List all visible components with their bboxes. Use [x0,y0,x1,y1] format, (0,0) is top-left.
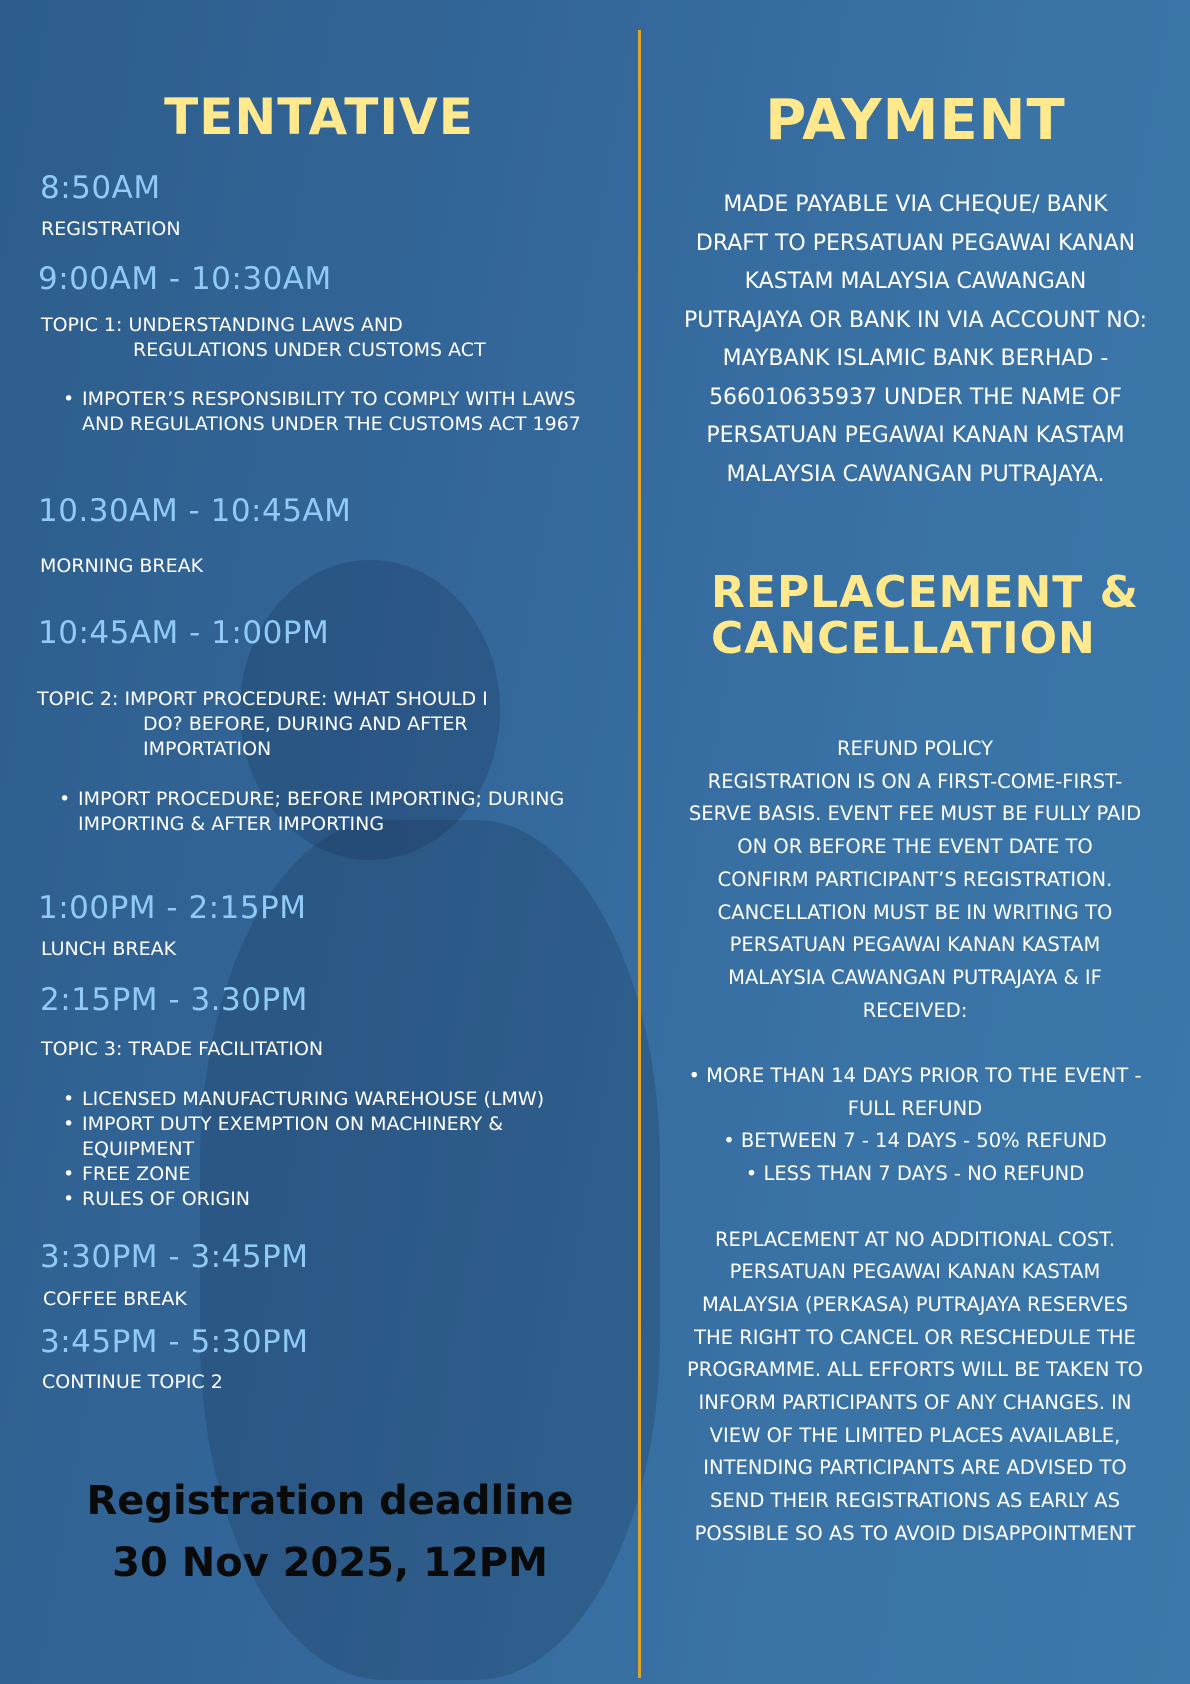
topic-bullets [61,1087,621,1212]
payment-line: MALAYSIA CAWANGAN PUTRAJAYA. [726,461,1105,487]
slot-time: 3:30PM - 3:45PM [40,1239,309,1275]
payment-line: 566010635937 UNDER THE NAME OF [709,384,1122,410]
policy-line: PERSATUAN PEGAWAI KANAN KASTAM [729,933,1101,957]
slot-time: 10.30AM - 10:45AM [38,493,352,529]
closing-line: PERSATUAN PEGAWAI KANAN KASTAM [729,1260,1101,1284]
refund-line: • BETWEEN 7 - 14 DAYS - 50% REFUND [723,1129,1107,1153]
topic-line: IMPORTATION [143,738,272,760]
slot-label: CONTINUE TOPIC 2 [42,1371,223,1393]
list-item: • IMPORT PROCEDURE; BEFORE IMPORTING; DURING IMPORTING & AFTER IMPORTING [57,787,597,837]
list-item: • IMPORT DUTY EXEMPTION ON MACHINERY & EQUIPMENT [61,1112,621,1162]
topic-line: TOPIC 2: IMPORT PROCEDURE: WHAT SHOULD I [37,688,488,710]
slot-time: 8:50AM [40,170,161,206]
payment-line: MAYBANK ISLAMIC BANK BERHAD - [722,346,1109,371]
closing-line: INFORM PARTICIPANTS OF ANY CHANGES. IN [698,1391,1132,1415]
closing-line: PROGRAMME. ALL EFFORTS WILL BE TAKEN TO [687,1358,1143,1382]
registration-deadline [0,1470,660,1594]
heading-line: REPLACEMENT & [711,567,1139,618]
payment-line: MADE PAYABLE VIA CHEQUE/ BANK [723,192,1108,217]
slot-topic [41,1037,323,1062]
replacement-heading [711,567,1171,664]
slot-topic [37,687,488,762]
closing-line: SEND THEIR REGISTRATIONS AS EARLY AS [710,1489,1120,1513]
list-item: • FREE ZONE [61,1162,621,1187]
list-item: • LICENSED MANUFACTURING WAREHOUSE (LMW) [61,1087,621,1112]
payment-line: PUTRAJAYA OR BANK IN VIA ACCOUNT NO: [683,307,1148,333]
closing-line: INTENDING PARTICIPANTS ARE ADVISED TO [703,1456,1127,1480]
policy-line: RECEIVED: [862,998,968,1022]
policy-line: REGISTRATION IS ON A FIRST-COME-FIRST- [707,769,1123,793]
closing-line: VIEW OF THE LIMITED PLACES AVAILABLE, [709,1423,1121,1447]
policy-line: ON OR BEFORE THE EVENT DATE TO [737,835,1093,859]
policy-line: CONFIRM PARTICIPANT’S REGISTRATION. [717,867,1113,891]
topic-line: TOPIC 3: TRADE FACILITATION [41,1038,324,1060]
policy-line: MALAYSIA CAWANGAN PUTRAJAYA & IF [728,965,1102,989]
slot-label: LUNCH BREAK [41,938,177,960]
payment-line: PERSATUAN PEGAWAI KANAN KASTAM [706,423,1125,448]
spacer [659,1191,1171,1224]
topic-line: REGULATIONS UNDER CUSTOMS ACT [133,339,486,361]
topic-line: DO? BEFORE, DURING AND AFTER [143,713,468,735]
payment-details [641,186,1190,494]
spacer [659,1027,1171,1060]
slot-label: COFFEE BREAK [43,1288,187,1310]
list-item: • IMPOTER’S RESPONSIBILITY TO COMPLY WITH LAWS AND REGULATIONS UNDER THE CUSTOMS ACT 1967 [61,387,601,437]
topic-bullets [57,787,597,837]
closing-line: THE RIGHT TO CANCEL OR RESCHEDULE THE [694,1325,1136,1349]
slot-topic [41,313,486,363]
topic-bullets [61,387,601,437]
slot-time: 1:00PM - 2:15PM [38,890,307,926]
slot-time: 9:00AM - 10:30AM [38,261,332,297]
slot-time: 10:45AM - 1:00PM [38,615,330,651]
policy-title: REFUND POLICY [836,737,994,760]
payment-line: KASTAM MALAYSIA CAWANGAN [744,269,1087,294]
refund-line: • LESS THAN 7 DAYS - NO REFUND [745,1162,1085,1186]
payment-line: DRAFT TO PERSATUAN PEGAWAI KANAN [695,230,1136,256]
deadline-title: Registration deadline [86,1478,574,1524]
slot-time: 2:15PM - 3.30PM [40,982,308,1018]
slot-label: MORNING BREAK [40,555,204,577]
policy-line: SERVE BASIS. EVENT FEE MUST BE FULLY PAID [688,802,1142,826]
closing-line: POSSIBLE SO AS TO AVOID DISAPPOINTMENT [694,1521,1136,1545]
payment-heading: PAYMENT [765,88,1066,153]
refund-line: • MORE THAN 14 DAYS PRIOR TO THE EVENT - [688,1064,1142,1088]
payment-column [641,0,1190,1684]
deadline-date: 30 Nov 2025, 12PM [112,1540,548,1586]
closing-line: REPLACEMENT AT NO ADDITIONAL COST. [714,1227,1116,1251]
slot-label: REGISTRATION [41,218,181,240]
tentative-heading: TENTATIVE [164,88,474,146]
policy-line: CANCELLATION MUST BE IN WRITING TO [717,900,1113,924]
refund-policy [659,733,1171,1551]
slot-time: 3:45PM - 5:30PM [40,1324,309,1360]
closing-line: MALAYSIA (PERKASA) PUTRAJAYA RESERVES [701,1292,1129,1316]
topic-line: TOPIC 1: UNDERSTANDING LAWS AND [41,314,403,336]
heading-line: CANCELLATION [711,613,1096,664]
refund-line: FULL REFUND [847,1096,983,1120]
list-item: • RULES OF ORIGIN [61,1187,621,1212]
